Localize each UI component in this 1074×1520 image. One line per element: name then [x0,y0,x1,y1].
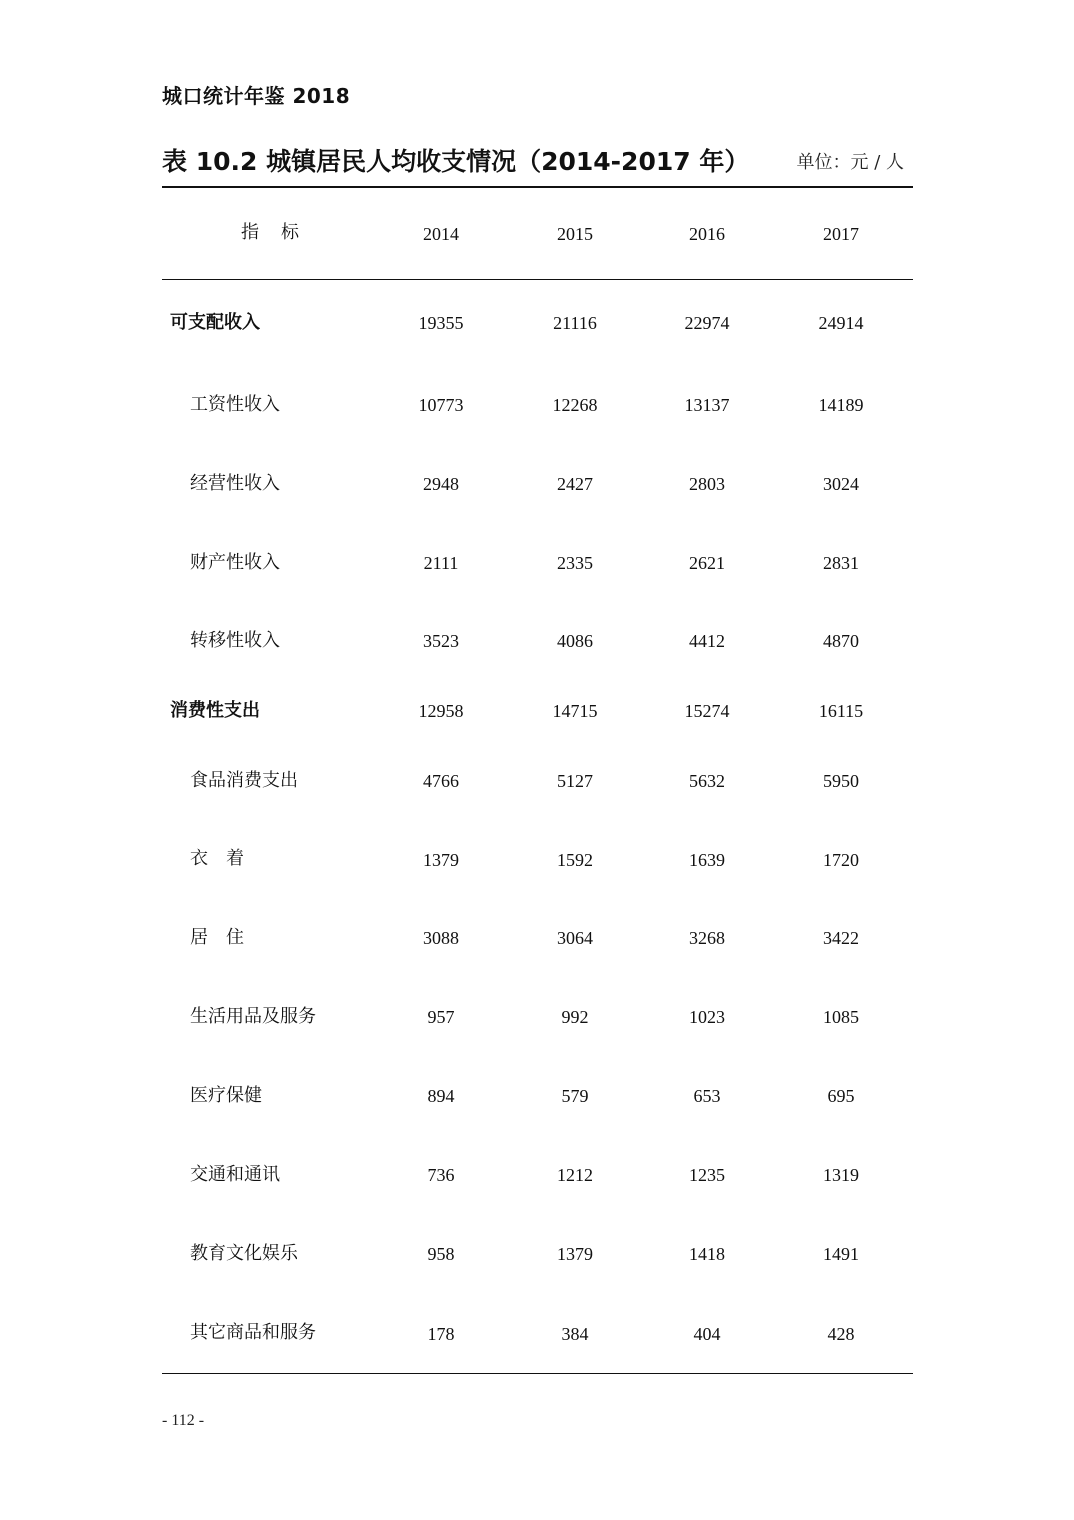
row-value-2015: 21116 [553,313,597,333]
row-label: 经营性收入 [190,473,280,494]
row-value-2017: 16115 [818,701,864,721]
row-value-2014: 178 [427,1324,455,1344]
row-label: 居 住 [190,927,244,948]
row-value-2015: 992 [561,1007,589,1027]
row-value-2017: 24914 [818,313,864,333]
row-value-2015: 384 [561,1324,589,1344]
row-value-2017: 3024 [823,474,859,494]
row-value-2017: 3422 [823,928,859,948]
table-title: 表 10.2 城镇居民人均收支情况（2014-2017 年） [162,147,750,176]
row-value-2017: 1491 [823,1244,859,1264]
row-value-2016: 653 [693,1086,721,1106]
row-value-2015: 1592 [557,850,593,870]
header-year-2014: 2014 [423,224,459,244]
running-header: 城口统计年鉴 2018 [162,84,351,108]
row-value-2016: 13137 [684,395,730,415]
header-year-2016: 2016 [689,224,725,244]
row-value-2017: 2831 [823,553,859,573]
row-label: 可支配收入 [170,312,260,333]
row-value-2014: 1379 [423,850,459,870]
row-label: 转移性收入 [190,630,280,651]
row-value-2017: 4870 [823,631,859,651]
table-bottom-rule [162,1373,913,1374]
row-value-2015: 1379 [557,1244,593,1264]
row-label: 食品消费支出 [190,770,298,791]
row-label: 衣 着 [190,848,244,869]
row-value-2017: 1720 [823,850,859,870]
row-value-2014: 736 [427,1165,455,1185]
row-value-2015: 579 [561,1086,589,1106]
row-value-2014: 894 [427,1086,455,1106]
row-value-2016: 1418 [689,1244,725,1264]
row-label: 工资性收入 [190,394,280,415]
row-value-2014: 12958 [418,701,464,721]
row-value-2016: 22974 [684,313,730,333]
row-value-2014: 3088 [423,928,459,948]
row-label: 财产性收入 [190,552,280,573]
row-value-2016: 1023 [689,1007,725,1027]
row-value-2015: 1212 [557,1165,593,1185]
header-year-2015: 2015 [557,224,593,244]
row-value-2016: 5632 [689,771,725,791]
row-value-2017: 1085 [823,1007,859,1027]
row-label: 其它商品和服务 [190,1322,316,1343]
row-value-2016: 15274 [684,701,730,721]
row-value-2014: 4766 [423,771,459,791]
row-value-2014: 10773 [418,395,464,415]
row-label: 医疗保健 [190,1085,262,1106]
row-value-2014: 958 [427,1244,455,1264]
row-label: 生活用品及服务 [190,1006,316,1027]
row-value-2017: 428 [827,1324,855,1344]
row-value-2015: 2427 [557,474,593,494]
row-label: 消费性支出 [170,700,260,721]
header-indicator: 指 标 [241,222,301,243]
row-value-2015: 3064 [557,928,593,948]
unit-note: 单位：元 / 人 [796,152,904,173]
row-value-2017: 1319 [823,1165,859,1185]
row-value-2016: 4412 [689,631,725,651]
row-value-2016: 1235 [689,1165,725,1185]
row-value-2015: 12268 [552,395,598,415]
table-header-rule [162,279,913,280]
row-value-2015: 4086 [557,631,593,651]
row-value-2014: 19355 [418,313,464,333]
row-value-2016: 2621 [689,553,725,573]
row-value-2017: 14189 [818,395,864,415]
row-value-2015: 5127 [557,771,593,791]
page-number: - 112 - [162,1412,205,1429]
row-value-2016: 2803 [689,474,725,494]
row-label: 交通和通讯 [190,1164,280,1185]
row-value-2016: 1639 [689,850,725,870]
row-value-2016: 3268 [689,928,725,948]
row-value-2015: 2335 [557,553,593,573]
row-value-2017: 5950 [823,771,859,791]
row-value-2015: 14715 [552,701,598,721]
row-value-2017: 695 [827,1086,855,1106]
table-top-rule [162,186,913,188]
row-value-2014: 3523 [423,631,459,651]
row-label: 教育文化娱乐 [190,1243,298,1264]
row-value-2014: 2111 [423,553,459,573]
header-year-2017: 2017 [823,224,859,244]
row-value-2016: 404 [693,1324,721,1344]
row-value-2014: 957 [427,1007,455,1027]
row-value-2014: 2948 [423,474,459,494]
